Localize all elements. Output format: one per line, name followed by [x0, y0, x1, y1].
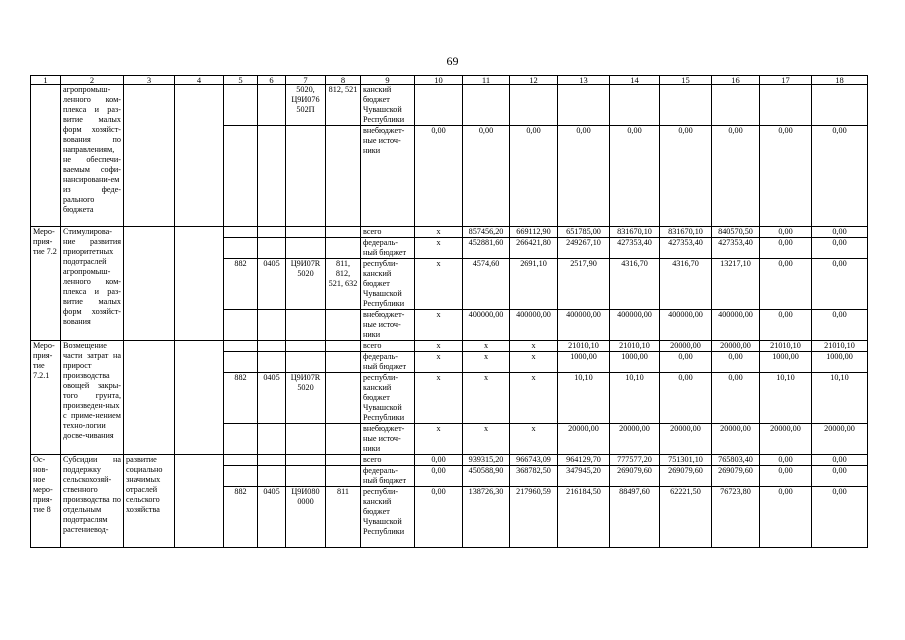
goal-cell: [124, 227, 175, 341]
value-cell: 400000,00: [712, 310, 760, 341]
column-header: 15: [660, 76, 712, 85]
table-cell: [224, 455, 258, 466]
table-cell: [224, 126, 258, 227]
value-cell: 669112,90: [510, 227, 558, 238]
value-cell: 21010,10: [610, 341, 660, 352]
section-code-cell: 0405: [258, 487, 286, 548]
value-cell: x: [415, 259, 463, 310]
target-article-cell: 5020, Ц9И076 502П: [286, 85, 326, 126]
value-cell: 20000,00: [558, 424, 610, 455]
table-cell: [286, 238, 326, 259]
value-cell: 21010,10: [812, 341, 868, 352]
grbs-code-cell: 882: [224, 373, 258, 424]
table-cell: [326, 238, 361, 259]
table-cell: [175, 85, 224, 227]
target-article-cell: Ц9И07R 5020: [286, 259, 326, 310]
value-cell: 0,00: [760, 227, 812, 238]
table-cell: [258, 126, 286, 227]
table-cell: [258, 455, 286, 466]
value-cell: 10,10: [760, 373, 812, 424]
funding-source-cell: всего: [361, 227, 415, 238]
column-header: 6: [258, 76, 286, 85]
value-cell: 4574,60: [463, 259, 510, 310]
table-cell: [175, 455, 224, 548]
value-cell: 452881,60: [463, 238, 510, 259]
value-cell: 4316,70: [660, 259, 712, 310]
value-cell: 10,10: [558, 373, 610, 424]
value-cell: 20000,00: [712, 424, 760, 455]
value-cell: 400000,00: [463, 310, 510, 341]
table-cell: [258, 466, 286, 487]
value-cell: 0,00: [760, 238, 812, 259]
value-cell: 0,00: [760, 487, 812, 548]
table-cell: [258, 227, 286, 238]
value-cell: 269079,60: [610, 466, 660, 487]
value-cell: 20000,00: [660, 424, 712, 455]
header-row: [31, 76, 868, 85]
table-cell: [326, 126, 361, 227]
target-article-cell: Ц9И07R 5020: [286, 373, 326, 424]
table-cell: [175, 227, 224, 341]
value-cell: 266421,80: [510, 238, 558, 259]
value-cell: 2691,10: [510, 259, 558, 310]
value-cell: 427353,40: [610, 238, 660, 259]
value-cell: x: [463, 424, 510, 455]
value-cell: 0,00: [712, 373, 760, 424]
value-cell: 217960,59: [510, 487, 558, 548]
value-cell: x: [415, 352, 463, 373]
value-cell: 427353,40: [660, 238, 712, 259]
value-cell: x: [415, 238, 463, 259]
value-cell: 249267,10: [558, 238, 610, 259]
value-cell: 0,00: [760, 466, 812, 487]
table-cell: [258, 341, 286, 352]
table-cell: [326, 455, 361, 466]
value-cell: 0,00: [712, 126, 760, 227]
value-cell: 138726,30: [463, 487, 510, 548]
page-number: 69: [446, 54, 459, 68]
table-cell: [286, 227, 326, 238]
value-cell: 269079,60: [712, 466, 760, 487]
value-cell: 10,10: [812, 373, 868, 424]
table-cell: [286, 310, 326, 341]
value-cell: 1000,00: [610, 352, 660, 373]
value-cell: 20000,00: [712, 341, 760, 352]
value-cell: 450588,90: [463, 466, 510, 487]
funding-source-cell: всего: [361, 341, 415, 352]
value-cell: 20000,00: [660, 341, 712, 352]
table-cell: [286, 352, 326, 373]
value-cell: 939315,20: [463, 455, 510, 466]
value-cell: 840570,50: [712, 227, 760, 238]
table-cell: [712, 85, 760, 126]
expense-type-cell: [326, 373, 361, 424]
table-cell: [812, 85, 868, 126]
value-cell: 831670,10: [610, 227, 660, 238]
value-cell: 0,00: [415, 126, 463, 227]
table-cell: [463, 85, 510, 126]
grbs-code-cell: 882: [224, 487, 258, 548]
column-header: 11: [463, 76, 510, 85]
table-cell: [258, 310, 286, 341]
value-cell: 1000,00: [558, 352, 610, 373]
funding-source-cell: внебюджет-ные источ-ники: [361, 310, 415, 341]
event-number-cell: Ос-нов-ное меро-прия-тие 8: [31, 455, 61, 548]
column-header: 14: [610, 76, 660, 85]
value-cell: 4316,70: [610, 259, 660, 310]
value-cell: 427353,40: [712, 238, 760, 259]
table-cell: [258, 238, 286, 259]
goal-cell: развитие социально значимых отраслей сельского хозяйства: [124, 455, 175, 548]
funding-source-cell: всего: [361, 455, 415, 466]
value-cell: 400000,00: [660, 310, 712, 341]
column-header: 4: [175, 76, 224, 85]
value-cell: 347945,20: [558, 466, 610, 487]
column-header: 3: [124, 76, 175, 85]
funding-source-cell: республи-канский бюджет Чувашской Республики: [361, 487, 415, 548]
column-header: 17: [760, 76, 812, 85]
table-cell: [258, 85, 286, 126]
event-name-cell: Возмещение части затрат на прирост производства овощей закры-того грунта, произведен-ных с приме-нением техно-логии досве-чивания: [61, 341, 124, 455]
table-cell: [760, 85, 812, 126]
value-cell: x: [510, 373, 558, 424]
goal-cell: [124, 341, 175, 455]
value-cell: 13217,10: [712, 259, 760, 310]
value-cell: 651785,00: [558, 227, 610, 238]
value-cell: 0,00: [760, 310, 812, 341]
column-header: 16: [712, 76, 760, 85]
value-cell: 20000,00: [760, 424, 812, 455]
value-cell: 21010,10: [760, 341, 812, 352]
value-cell: 751301,10: [660, 455, 712, 466]
value-cell: 0,00: [415, 487, 463, 548]
value-cell: 62221,50: [660, 487, 712, 548]
value-cell: 0,00: [760, 455, 812, 466]
value-cell: 0,00: [660, 352, 712, 373]
table-cell: [326, 424, 361, 455]
value-cell: 0,00: [558, 126, 610, 227]
table-cell: [415, 85, 463, 126]
value-cell: x: [415, 424, 463, 455]
event-number-cell: [31, 85, 61, 227]
value-cell: x: [415, 227, 463, 238]
value-cell: 2517,90: [558, 259, 610, 310]
column-header: 7: [286, 76, 326, 85]
value-cell: 0,00: [812, 238, 868, 259]
funding-source-cell: республи-канский бюджет Чувашской Республики: [361, 373, 415, 424]
table-cell: [258, 352, 286, 373]
value-cell: 20000,00: [812, 424, 868, 455]
value-cell: x: [463, 373, 510, 424]
column-header: 5: [224, 76, 258, 85]
value-cell: 831670,10: [660, 227, 712, 238]
column-header: 10: [415, 76, 463, 85]
expense-type-cell: 812, 521: [326, 85, 361, 126]
expense-type-cell: 811: [326, 487, 361, 548]
value-cell: 0,00: [812, 227, 868, 238]
value-cell: x: [415, 341, 463, 352]
table-cell: [558, 85, 610, 126]
table-cell: [286, 126, 326, 227]
column-header: 1: [31, 76, 61, 85]
value-cell: 0,00: [760, 259, 812, 310]
value-cell: x: [463, 341, 510, 352]
column-header: 9: [361, 76, 415, 85]
value-cell: 0,00: [812, 466, 868, 487]
value-cell: x: [510, 352, 558, 373]
table-row: [31, 341, 868, 352]
value-cell: 21010,10: [558, 341, 610, 352]
value-cell: 269079,60: [660, 466, 712, 487]
grbs-code-cell: 882: [224, 259, 258, 310]
value-cell: 0,00: [812, 310, 868, 341]
value-cell: 765803,40: [712, 455, 760, 466]
value-cell: 857456,20: [463, 227, 510, 238]
value-cell: 0,00: [812, 455, 868, 466]
event-name-cell: Стимулирова-ние развития приоритетных подотраслей агропромыш-ленного ком-плекса и раз-витие малых форм хозяйст-вования: [61, 227, 124, 341]
column-header: 13: [558, 76, 610, 85]
value-cell: x: [510, 424, 558, 455]
value-cell: 0,00: [660, 373, 712, 424]
table-cell: [224, 85, 258, 126]
value-cell: 0,00: [760, 126, 812, 227]
value-cell: 368782,50: [510, 466, 558, 487]
table-cell: [224, 424, 258, 455]
value-cell: 216184,50: [558, 487, 610, 548]
table-cell: [326, 227, 361, 238]
table-cell: [326, 310, 361, 341]
funding-source-cell: внебюджет-ные источ-ники: [361, 424, 415, 455]
value-cell: x: [510, 341, 558, 352]
table-cell: [286, 455, 326, 466]
funding-source-cell: федераль-ный бюджет: [361, 466, 415, 487]
value-cell: 400000,00: [558, 310, 610, 341]
budget-table: [30, 75, 868, 548]
value-cell: x: [415, 373, 463, 424]
event-name-cell: агропромыш-ленного ком-плекса и раз-витие малых форм хозяйст-вования по направлениям, не обеспечи-ваемым софи-нансировани-ем из феде-рального бюджета: [61, 85, 124, 227]
table-cell: [224, 352, 258, 373]
table-cell: [286, 466, 326, 487]
table-cell: [258, 424, 286, 455]
table-cell: [286, 341, 326, 352]
value-cell: 964129,70: [558, 455, 610, 466]
event-number-cell: Меро-прия-тие 7.2: [31, 227, 61, 341]
target-article-cell: Ц9И080 0000: [286, 487, 326, 548]
column-header: 18: [812, 76, 868, 85]
value-cell: 777577,20: [610, 455, 660, 466]
table-cell: [224, 227, 258, 238]
value-cell: 10,10: [610, 373, 660, 424]
table-cell: [326, 352, 361, 373]
funding-source-cell: канский бюджет Чувашской Республики: [361, 85, 415, 126]
funding-source-cell: федераль-ный бюджет: [361, 238, 415, 259]
expense-type-cell: 811, 812, 521, 632: [326, 259, 361, 310]
funding-source-cell: республи-канский бюджет Чувашской Республики: [361, 259, 415, 310]
value-cell: 20000,00: [610, 424, 660, 455]
table-cell: [326, 466, 361, 487]
value-cell: 0,00: [610, 126, 660, 227]
value-cell: 400000,00: [610, 310, 660, 341]
table-cell: [510, 85, 558, 126]
table-row: [31, 455, 868, 466]
value-cell: 0,00: [415, 455, 463, 466]
table-cell: [224, 466, 258, 487]
table-cell: [175, 341, 224, 455]
table-cell: [124, 85, 175, 227]
value-cell: x: [463, 352, 510, 373]
value-cell: 400000,00: [510, 310, 558, 341]
table-cell: [224, 238, 258, 259]
table-row: [31, 227, 868, 238]
value-cell: 76723,80: [712, 487, 760, 548]
table-cell: [286, 424, 326, 455]
table-cell: [224, 310, 258, 341]
value-cell: 88497,60: [610, 487, 660, 548]
value-cell: 0,00: [712, 352, 760, 373]
value-cell: 0,00: [415, 466, 463, 487]
table-cell: [224, 341, 258, 352]
column-header: 12: [510, 76, 558, 85]
value-cell: 0,00: [660, 126, 712, 227]
value-cell: 0,00: [812, 259, 868, 310]
value-cell: 1000,00: [812, 352, 868, 373]
value-cell: x: [415, 310, 463, 341]
section-code-cell: 0405: [258, 259, 286, 310]
event-name-cell: Субсидии на поддержку сельскохозяй-ственного производства по отдельным подотраслям растениевод-: [61, 455, 124, 548]
funding-source-cell: федераль-ный бюджет: [361, 352, 415, 373]
value-cell: 1000,00: [760, 352, 812, 373]
table-row: [31, 85, 868, 126]
section-code-cell: 0405: [258, 373, 286, 424]
table-cell: [326, 341, 361, 352]
column-header: 8: [326, 76, 361, 85]
table-cell: [660, 85, 712, 126]
value-cell: 0,00: [510, 126, 558, 227]
value-cell: 0,00: [463, 126, 510, 227]
value-cell: 966743,09: [510, 455, 558, 466]
column-header: 2: [61, 76, 124, 85]
value-cell: 0,00: [812, 487, 868, 548]
funding-source-cell: внебюджет-ные источ-ники: [361, 126, 415, 227]
event-number-cell: Меро-прия-тие 7.2.1: [31, 341, 61, 455]
table-cell: [610, 85, 660, 126]
value-cell: 0,00: [812, 126, 868, 227]
